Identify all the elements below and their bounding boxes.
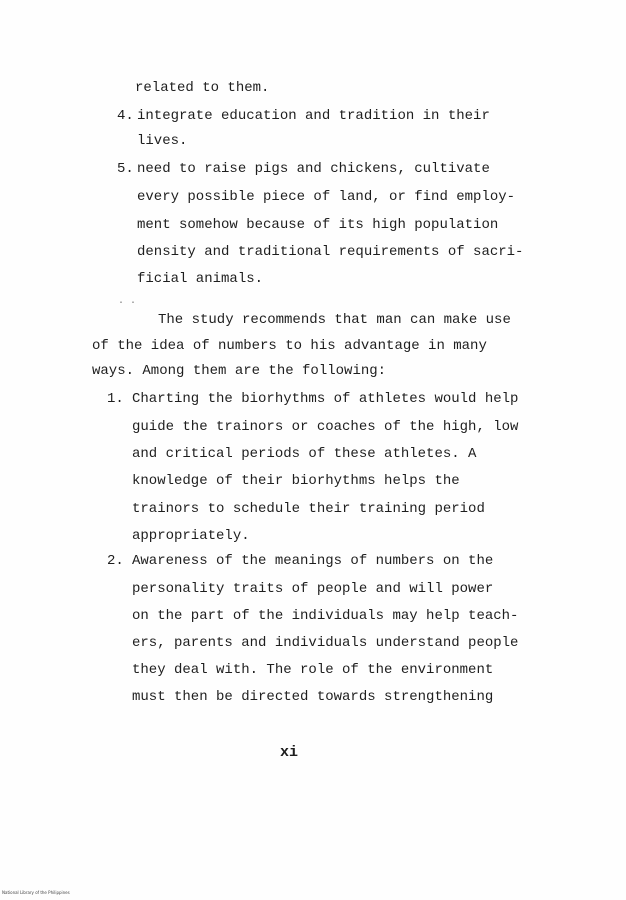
list-item-line: lives. xyxy=(137,133,188,149)
list-item-line: density and traditional requirements of sacri- xyxy=(137,244,524,260)
list-item-number: 1. xyxy=(107,391,124,407)
paragraph-line: The study recommends that man can make use xyxy=(158,312,511,328)
list-item-line: guide the trainors or coaches of the high, low xyxy=(132,419,519,435)
page-number: xi xyxy=(280,744,299,761)
list-item-line: need to raise pigs and chickens, cultivate xyxy=(137,161,490,177)
library-footer: National Library of the Philippines xyxy=(2,890,70,895)
list-item-line: ers, parents and individuals understand people xyxy=(132,635,519,651)
paragraph-line: of the idea of numbers to his advantage in many xyxy=(92,338,487,354)
list-item-line: must then be directed towards strengthening xyxy=(132,689,494,705)
list-item-line: on the part of the individuals may help teach- xyxy=(132,608,519,624)
list-item-number: 4. xyxy=(117,108,134,124)
list-item-line: they deal with. The role of the environment xyxy=(132,662,494,678)
scan-specks: · · xyxy=(118,298,137,309)
list-item-line: personality traits of people and will power xyxy=(132,581,494,597)
list-item-line: ment somehow because of its high population xyxy=(137,217,499,233)
list-item-line: integrate education and tradition in their xyxy=(137,108,490,124)
list-item-line: Awareness of the meanings of numbers on the xyxy=(132,553,494,569)
list-item-line: appropriately. xyxy=(132,528,250,544)
list-item-line: trainors to schedule their training period xyxy=(132,501,485,517)
list-item-line: and critical periods of these athletes. A xyxy=(132,446,477,462)
list-item-line: knowledge of their biorhythms helps the xyxy=(132,473,460,489)
list-item-line: Charting the biorhythms of athletes would help xyxy=(132,391,519,407)
list-item-number: 5. xyxy=(117,161,134,177)
list-item-number: 2. xyxy=(107,553,124,569)
list-item-line: ficial animals. xyxy=(137,271,264,287)
continuation-line: related to them. xyxy=(135,80,270,96)
list-item-line: every possible piece of land, or find employ- xyxy=(137,189,516,205)
paragraph-line: ways. Among them are the following: xyxy=(92,363,387,379)
